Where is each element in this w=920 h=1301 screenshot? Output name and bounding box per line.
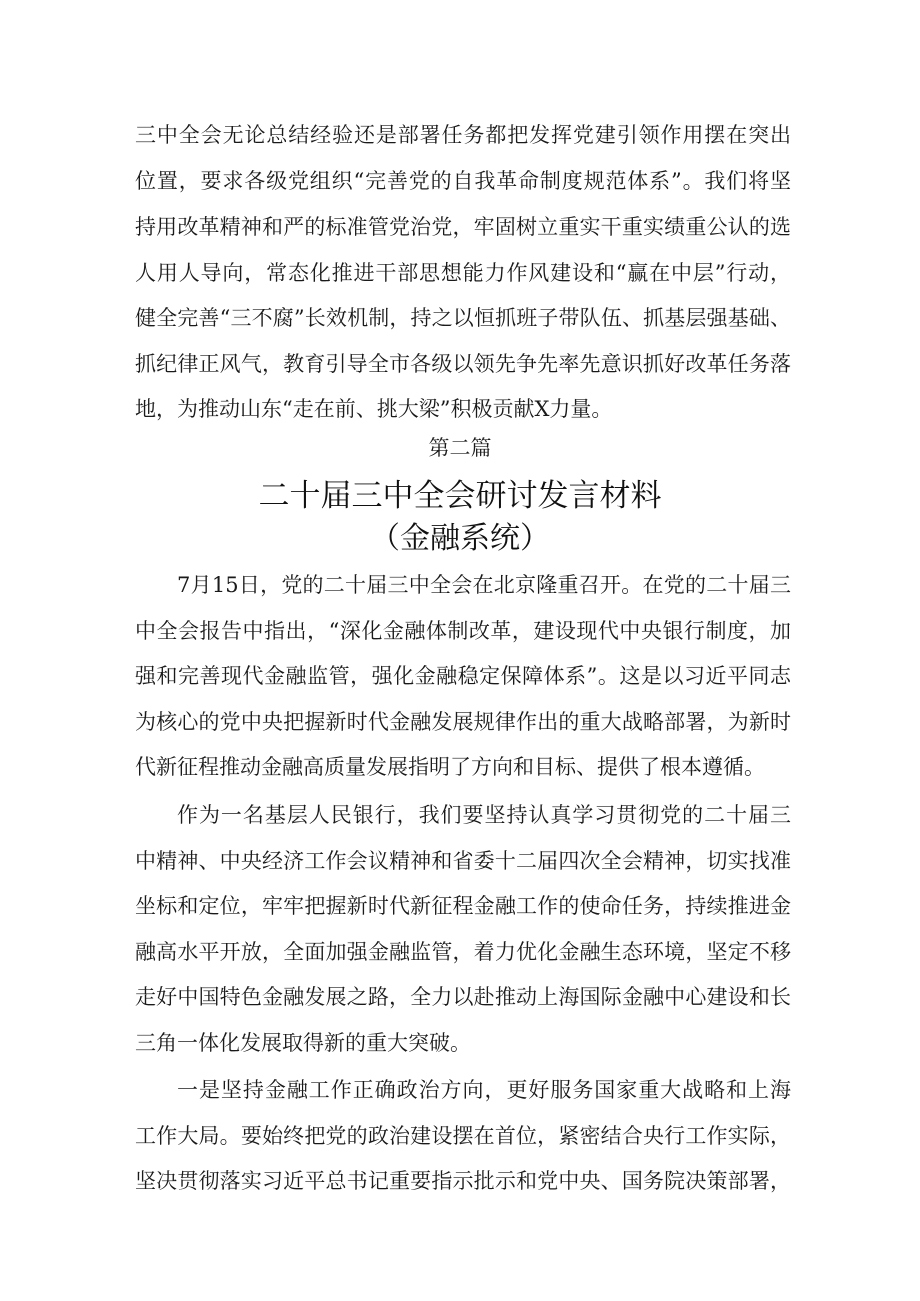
body-text-line: 工作大局。要始终把党的政治建设摆在首位，紧密结合央行工作实际， [135,1124,791,1148]
body-text-line: 位置，要求各级党组织“完善党的自我革命制度规范体系”。我们将坚 [135,169,791,193]
body-text-line: 抓纪律正风气，教育引导全市各级以领先争先率先意识抓好改革任务落 [135,352,791,376]
body-text-line: 三中全会无论总结经验还是部署任务都把发挥党建引领作用摆在突出 [135,123,791,147]
body-text-line: 走好中国特色金融发展之路，全力以赴推动上海国际金融中心建设和长 [135,985,791,1009]
body-text-line: 持用改革精神和严的标准管党治党，牢固树立重实干重实绩重公认的选 [135,215,791,239]
body-text-line: 强和完善现代金融监管，强化金融稳定保障体系”。这是以习近平同志 [135,664,791,688]
body-text-line: 地，为推动山东“走在前、挑大梁”积极贡献X力量。 [135,397,613,421]
section-label: 第二篇 [428,436,492,460]
body-text-line: 代新征程推动金融高质量发展指明了方向和目标、提供了根本遵循。 [135,755,765,779]
paragraph-first-line: 7月15日，党的二十届三中全会在北京隆重召开。在党的二十届三 [177,573,791,597]
paragraph-first-line: 作为一名基层人民银行，我们要坚持认真学习贯彻党的二十届三 [177,803,791,827]
body-text-line: 三角一体化发展取得新的重大突破。 [135,1031,471,1055]
body-text-line: 中精神、中央经济工作会议精神和省委十二届四次全会精神，切实找准 [135,849,791,873]
body-text-line: 人用人导向，常态化推进干部思想能力作风建设和“赢在中层”行动， [135,261,791,285]
body-text-line: 健全完善“三不腐”长效机制，持之以恒抓班子带队伍、抓基层强基础、 [135,306,791,330]
body-text-line: 为核心的党中央把握新时代金融发展规律作出的重大战略部署，为新时 [135,710,791,734]
body-text-line: 融高水平开放，全面加强金融监管，着力优化金融生态环境，坚定不移 [135,940,791,964]
body-text-line: 中全会报告中指出，“深化金融体制改革，建设现代中央银行制度，加 [135,619,791,643]
body-text-line: 坚决贯彻落实习近平总书记重要指示批示和党中央、国务院决策部署， [135,1169,791,1193]
body-text-line: 坐标和定位，牢牢把握新时代新征程金融工作的使命任务，持续推进金 [135,894,791,918]
document-title: 二十届三中全会研讨发言材料 [258,478,662,514]
document-subtitle: （金融系统） [370,521,550,556]
paragraph-first-line: 一是坚持金融工作正确政治方向，更好服务国家重大战略和上海 [177,1078,791,1102]
